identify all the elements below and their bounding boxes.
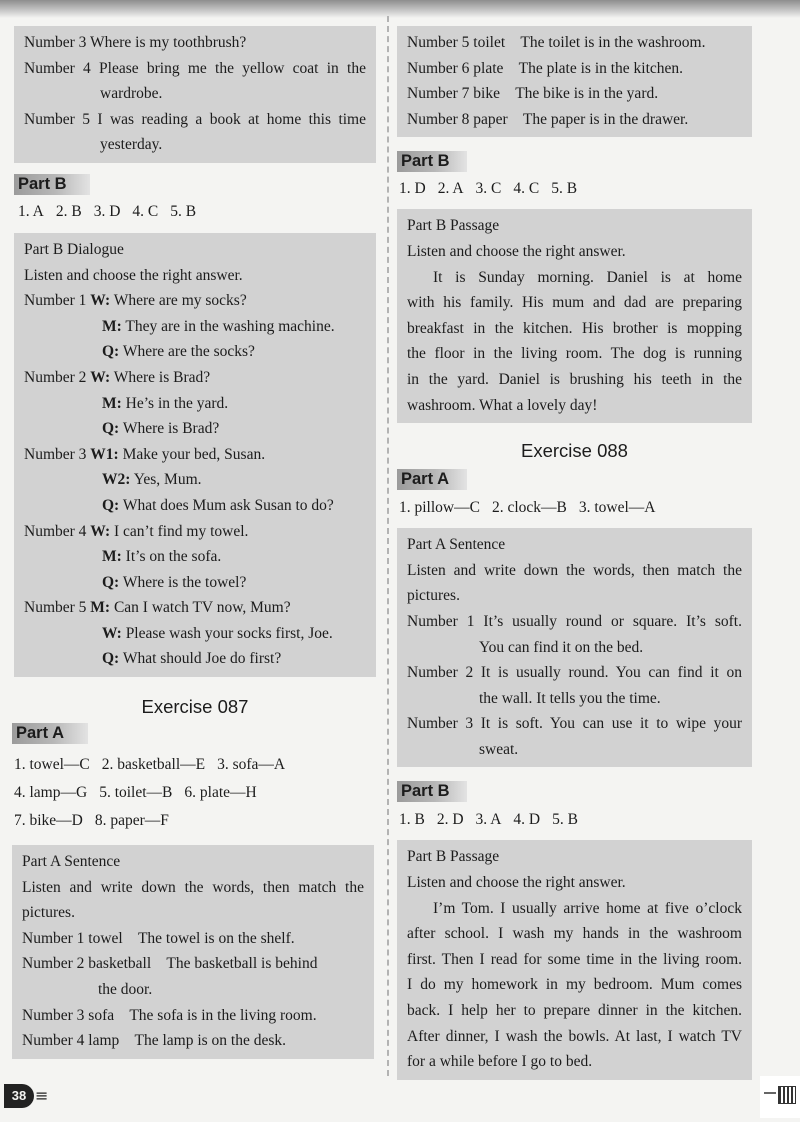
dialogue-line: Number 5 M: Can I watch TV now, Mum? (24, 599, 291, 617)
answer: 3. A (475, 811, 502, 829)
part-a-answers (14, 751, 376, 835)
dialogue-line: Number 3 W1: Make your bed, Susan. (24, 445, 266, 463)
exercise-title: Exercise 087 (141, 696, 249, 718)
dialogue-instruction: Listen and choose the right answer. (24, 266, 243, 284)
answer: 5. B (551, 180, 578, 198)
passage-instruction: Listen and choose the right answer. (407, 874, 626, 892)
dialogue-line: M: It’s on the sofa. (102, 548, 222, 566)
passage-line: I’m Tom. I usually arrive home at five o’clock (433, 899, 742, 917)
sentence-line: Number 3 sofa The sofa is in the living room. (22, 1006, 317, 1024)
answer: 2. D (436, 811, 464, 829)
part-b-label: Part B (14, 174, 90, 195)
text-line: Number 4 Please bring me the yellow coat in the (24, 59, 366, 77)
sentence-instruction: pictures. (407, 587, 460, 605)
sentence-line: Number 2 It is usually round. You can find it on (407, 664, 742, 682)
answer: 2. A (437, 180, 464, 198)
answer: 4. D (513, 811, 541, 829)
dialogue-line: W: Please wash your socks first, Joe. (102, 624, 333, 642)
answer: 3. C (475, 180, 502, 198)
sentence-line: Number 1 It’s usually round or square. It’s soft. (407, 612, 742, 630)
dialogue-box (14, 233, 376, 677)
dialogue-line: Number 4 W: I can’t find my towel. (24, 522, 249, 540)
passage-title: Part B Passage (407, 848, 500, 866)
sentence-box-continued (397, 26, 752, 137)
passage-line: first. Then I read for some time in the living room. (407, 950, 742, 968)
passage-line: after school. I wash my hands in the washroom (407, 925, 742, 943)
sentence-line: Number 3 It is soft. You can use it to wipe your (407, 715, 742, 733)
dialogue-question: Q: What should Joe do first? (102, 650, 282, 668)
passage-title: Part B Passage (407, 217, 500, 235)
sentence-instruction: Listen and write down the words, then match the (407, 561, 742, 579)
part-b-label: Part B (397, 151, 467, 172)
passage-line: I do my homework in my bedroom. Mum comes (407, 976, 742, 994)
passage-line: for a while before I go to bed. (407, 1053, 593, 1071)
passage-line: It is Sunday morning. Daniel is at home (433, 268, 742, 286)
answer: 3. towel—A (578, 499, 656, 517)
sentence-line: the door. (98, 981, 153, 999)
answer: 5. B (170, 202, 197, 220)
passage-line: back. I help her to prepare dinner in the kitchen. (407, 1002, 742, 1020)
column-divider (387, 16, 389, 1076)
exercise-title: Exercise 088 (521, 440, 628, 462)
passage-line: in the yard. Daniel is brushing his teeth in the (407, 370, 742, 388)
dialogue-line: W2: Yes, Mum. (102, 471, 202, 489)
right-column (397, 26, 752, 1080)
qr-pattern (778, 1086, 796, 1104)
text-line: wardrobe. (100, 85, 163, 103)
passage-line: with his family. His mum and dad are preparing (407, 294, 742, 312)
text-line: Number 5 I was reading a book at home this time (24, 110, 366, 128)
part-b-answers (397, 810, 752, 830)
dialogue-question: Q: What does Mum ask Susan to do? (102, 496, 334, 514)
answer: 1. B (399, 811, 425, 829)
page-number: 38 (4, 1084, 34, 1108)
part-b-answers (14, 202, 376, 222)
answer: 2. B (55, 202, 82, 220)
dialogue-question: Q: Where is Brad? (102, 420, 220, 438)
text-line: Number 3 Where is my toothbrush? (24, 34, 247, 51)
sentence-line: Number 5 toilet The toilet is in the washroom. (407, 34, 706, 51)
sentence-line: the wall. It tells you the time. (479, 689, 661, 707)
answer: 4. C (513, 180, 540, 198)
sentence-line: Number 2 basketball The basketball is behind (22, 955, 318, 973)
text-line: yesterday. (100, 136, 163, 154)
passage-box (397, 840, 752, 1079)
part-b-answers (397, 179, 752, 199)
answer: 4. C (132, 202, 159, 220)
answer: 1. A (18, 202, 44, 220)
dialogue-question: Q: Where are the socks? (102, 343, 255, 361)
dialogue-line: M: He’s in the yard. (102, 394, 229, 412)
dialogue-question: Q: Where is the towel? (102, 573, 247, 591)
answer-row: 1. towel—C 2. basketball—E 3. sofa—A (14, 756, 286, 774)
part-b-label: Part B (397, 781, 467, 802)
sentence-box (12, 845, 374, 1059)
answer: 1. D (399, 180, 426, 198)
answer: 2. clock—B (491, 499, 567, 517)
part-a-label: Part A (12, 723, 88, 744)
sentence-line: sweat. (479, 740, 519, 758)
sentence-title: Part A Sentence (407, 536, 506, 554)
answer: 5. B (552, 811, 578, 829)
sentence-line: You can find it on the bed. (479, 638, 644, 656)
passage-line: the floor in the living room. The dog is running (407, 345, 742, 363)
sentence-instruction: Listen and write down the words, then match the (22, 878, 364, 896)
qr-code-icon (760, 1076, 800, 1118)
sentence-line: Number 6 plate The plate is in the kitchen. (407, 59, 684, 77)
sentence-title: Part A Sentence (22, 853, 121, 871)
passage-instruction: Listen and choose the right answer. (407, 242, 626, 260)
sentence-line: Number 1 towel The towel is on the shelf. (22, 929, 295, 947)
dialogue-title: Part B Dialogue (24, 240, 124, 258)
sentence-line: Number 8 paper The paper is in the drawer. (407, 110, 689, 128)
passage-line: After dinner, I wash the bowls. At last, I watch TV (407, 1027, 742, 1045)
sentence-line: Number 4 lamp The lamp is on the desk. (22, 1032, 287, 1050)
answer: 1. pillow—C (399, 499, 480, 517)
answer-row: 7. bike—D 8. paper—F (14, 812, 169, 830)
dialogue-line: Number 1 W: Where are my socks? (24, 292, 247, 310)
left-column (14, 26, 376, 1059)
answer-row: 4. lamp—G 5. toilet—B 6. plate—H (14, 784, 257, 802)
sentence-box-continued (14, 26, 376, 163)
speaker-wave-icon: ≡ (35, 1086, 49, 1105)
part-a-answers (397, 498, 752, 518)
passage-line: washroom. What a lovely day! (407, 396, 598, 414)
qr-label-mark (764, 1092, 776, 1094)
sentence-line: Number 7 bike The bike is in the yard. (407, 85, 659, 103)
part-a-label: Part A (397, 469, 467, 490)
dialogue-line: M: They are in the washing machine. (102, 317, 335, 335)
dialogue-line: Number 2 W: Where is Brad? (24, 368, 211, 386)
sentence-instruction: pictures. (22, 904, 75, 922)
passage-box (397, 209, 752, 423)
sentence-box (397, 528, 752, 767)
answer: 3. D (93, 202, 121, 220)
page-top-edge (0, 0, 800, 18)
passage-line: breakfast in the kitchen. His brother is mopping (407, 319, 742, 337)
